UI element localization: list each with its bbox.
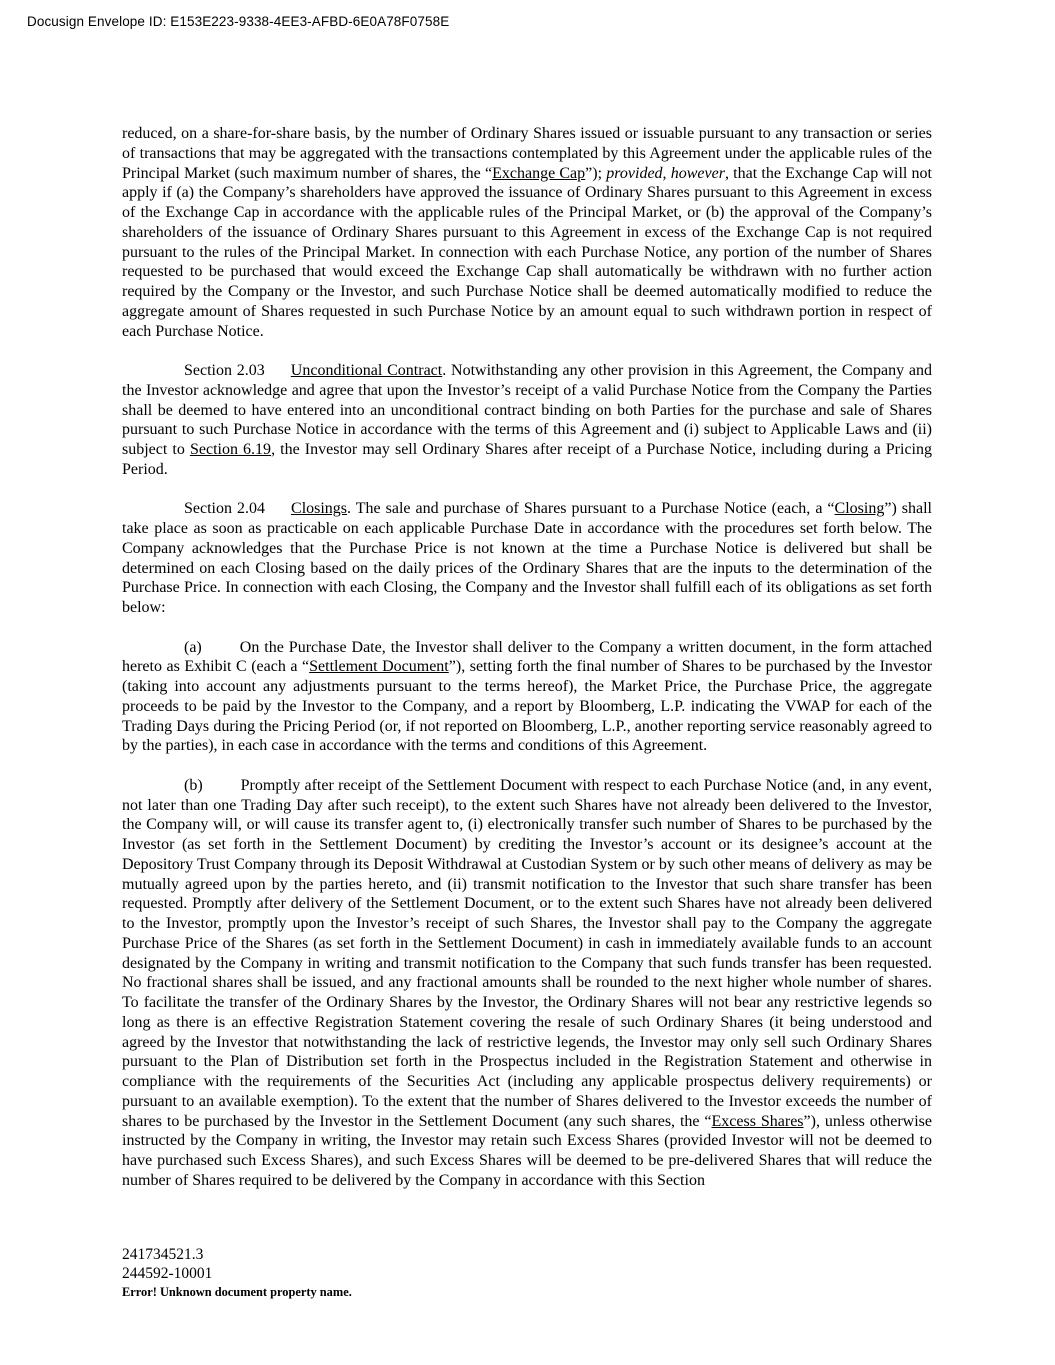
text-run: ”) shall take place as soon as practicable on each applicable Purchase Date in accordance with the procedures set forth below. The Company acknowledges that the Purchase Price is not known at the time a Purchase Notice is delivered but shall be determined on each Closing based on the daily prices of the Ordinary Shares that are the inputs to the determination of the Purchase Price. In connection with each Closing, the Company and the Investor shall fulfill each of its obligations as set forth below:	[122, 500, 933, 616]
text-run: . The sale and purchase of Shares pursuant to a Purchase Notice (each, a “	[347, 500, 835, 518]
text-run: ”), unless otherwise instructed by the Company in writing, the Investor may retain such Excess Shares (provided Investor will not be deemed to have purchased such Excess Shares), and such Excess Shares will be deemed to be pre-delivered Shares that will reduce the number of Shares required to be delivered by the Company in accordance with this Section	[122, 1112, 932, 1189]
text-run: , that the Exchange Cap will not apply if (a) the Company’s shareholders have approved the issuance of Ordinary Shares pursuant to this Agreement in excess of the Exchange Cap in accordance with the applicable rules of the Principal Market, or (b) the approval of the Company’s shareholders of the issuance of Ordinary Shares pursuant to this Agreement in excess of the Exchange Cap is not required pursuant to the rules of the Principal Market. In connection with each Purchase Notice, any portion of the number of Shares requested to be purchased that would exceed the Exchange Cap shall automatically be withdrawn with no further action required by the Company or the Investor, and such Purchase Notice shall be deemed automatically modified to reduce the aggregate amount of Shares requested in such Purchase Notice by an amount equal to such withdrawn portion in respect of each Purchase Notice.	[122, 164, 933, 340]
text-run: (a)	[184, 638, 202, 656]
text-run: Section 6.19	[189, 441, 272, 458]
text-run: Closings	[291, 500, 348, 518]
document-footer	[122, 1246, 352, 1301]
text-run: Section 2.03	[184, 362, 265, 379]
text-run: Section 2.04	[184, 500, 266, 518]
text-run: Excess Shares	[711, 1112, 804, 1130]
footer-error-field: Error! Unknown document property name.	[122, 1285, 352, 1300]
text-run: Closing	[834, 500, 885, 518]
text-run: Promptly after receipt of the Settlement Document with respect to each Purchase Notice (and, in any event, not later than one Trading Day after such receipt), to the extent such Shares have not already been delivered to the Investor, the Company will, or will cause its transfer agent to, (i) electronically transfer such number of Shares to be purchased by the Investor (as set forth in the Settlement Document) by crediting the Investor’s account or its designee’s account at the Depository Trust Company through its Deposit Withdrawal at Custodian System or by such other means of delivery as may be mutually agreed upon by the parties hereto, and (ii) transmit notification to the Investor that such share transfer has been requested. Promptly after delivery of the Settlement Document, or to the extent such Shares have not already been delivered to the Investor, promptly upon the Investor’s receipt of such Shares, the Investor shall pay to the Company the aggregate Purchase Price of the Shares (as set forth in the Settlement Document) in cash in immediately available funds to an account designated by the Company in writing and transmit notification to the Company that such funds transfer has been requested. No fractional shares shall be issued, and any fractional amounts shall be rounded to the next higher whole number of shares. To facilitate the transfer of the Ordinary Shares by the Investor, the Ordinary Shares will not bear any restrictive legends so long as there is an effective Registration Statement covering the resale of such Ordinary Shares (it being understood and agreed by the Investor that notwithstanding the lack of restrictive legends, the Investor may only sell such Ordinary Shares pursuant to the Plan of Distribution set forth in the Prospectus included in the Registration Statement and otherwise in compliance with the requirements of the Securities Act (including any applicable prospectus delivery requirements) or pursuant to an available exemption). To the extent that the number of Shares delivered to the Investor exceeds the number of shares to be purchased by the Investor in the Settlement Document (any such shares, the “	[122, 776, 932, 1130]
text-run: Settlement Document	[309, 658, 449, 676]
text-run: On the Purchase Date, the Investor shall deliver to the Company a written document, in the form attached hereto as Exhibit C (each a “	[122, 638, 932, 676]
para-clause-a	[122, 638, 932, 757]
text-run: (b)	[184, 776, 203, 794]
footer-matter-number: 244592-10001	[122, 1264, 213, 1282]
para-exchange-cap-continuation	[122, 124, 932, 341]
text-run: , the Investor may sell Ordinary Shares after receipt of a Purchase Notice, including during a Pricing Period.	[122, 441, 932, 478]
docusign-envelope-id: Docusign Envelope ID: E153E223-9338-4EE3-AFBD-6E0A78F0758E	[27, 14, 450, 29]
text-run: ”), setting forth the final number of Shares to be purchased by the Investor (taking into account any adjustments pursuant to the terms hereof), the Market Price, the Purchase Price, the aggregate proceeds to be paid by the Investor to the Company, and a report by Bloomberg, L.P. indicating the VWAP for each of the Trading Days during the Pricing Period (or, if not reported on Bloomberg, L.P., another reporting service reasonably agreed to by the parties), in each case in accordance with the terms and conditions of this Agreement.	[122, 658, 933, 755]
text-run: provided, however	[606, 164, 725, 182]
para-clause-b	[122, 776, 932, 1191]
text-run: ”);	[585, 164, 607, 182]
para-section-2-04	[122, 499, 932, 618]
para-section-2-03	[122, 361, 932, 480]
text-run: reduced, on a share-for-share basis, by the number of Ordinary Shares issued or issuable pursuant to any transaction or series of transactions that may be aggregated with the transactions contemplated by this Agreement under the applicable rules of the Principal Market (such maximum number of shares, the “	[122, 125, 932, 182]
text-run: . Notwithstanding any other provision in this Agreement, the Company and the Investor acknowledge and agree that upon the Investor’s receipt of a valid Purchase Notice from the Company the Parties shall be deemed to have entered into an unconditional contract binding on both Parties for the purchase and sale of Shares pursuant to such Purchase Notice in accordance with the terms of this Agreement and (i) subject to Applicable Laws and (ii) subject to	[122, 362, 932, 458]
text-run: Exchange Cap	[492, 164, 586, 182]
footer-doc-number: 241734521.3	[122, 1246, 204, 1263]
text-run: Unconditional Contract	[290, 362, 443, 379]
document-body	[122, 124, 932, 1210]
